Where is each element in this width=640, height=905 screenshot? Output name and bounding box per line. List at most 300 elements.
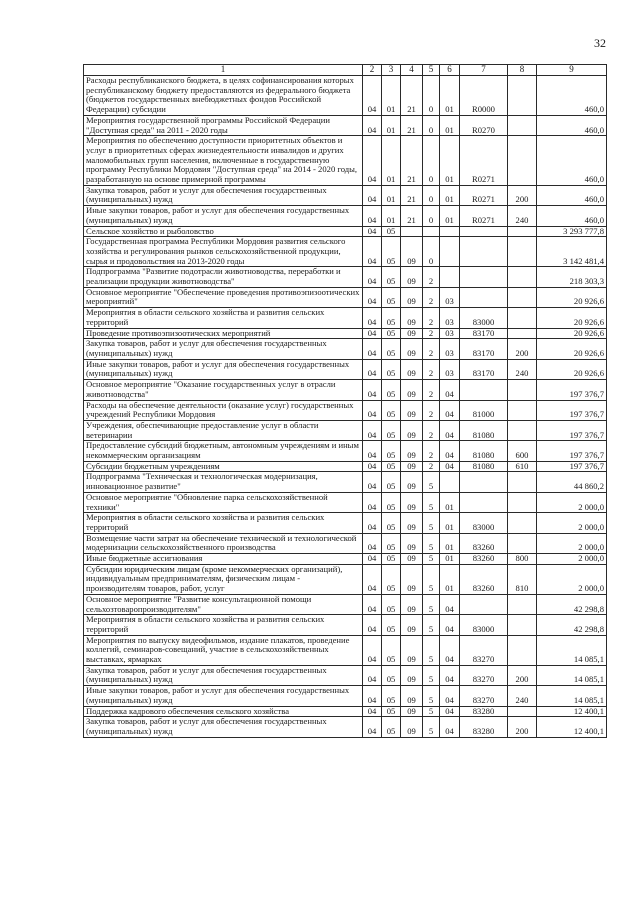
table-row: [84, 472, 607, 492]
amount-cell: 197 376,7: [537, 441, 607, 461]
code-cell: 83280: [460, 706, 508, 717]
code-cell: [508, 226, 537, 237]
code-cell: 83000: [460, 615, 508, 635]
code-cell: 83170: [460, 328, 508, 339]
code-cell: 05: [382, 380, 401, 400]
code-cell: 05: [382, 472, 401, 492]
code-cell: [460, 380, 508, 400]
table-row: [84, 339, 607, 359]
code-cell: 04: [363, 339, 382, 359]
code-cell: [508, 513, 537, 533]
amount-cell: 197 376,7: [537, 400, 607, 420]
code-cell: [508, 635, 537, 665]
code-cell: 0: [423, 76, 440, 116]
code-cell: 04: [363, 441, 382, 461]
code-cell: 09: [401, 339, 423, 359]
header-cell: 6: [440, 65, 460, 76]
code-cell: 05: [382, 237, 401, 267]
code-cell: 04: [363, 461, 382, 472]
code-cell: [508, 400, 537, 420]
table-row: [84, 513, 607, 533]
code-cell: 04: [363, 115, 382, 135]
code-cell: [508, 136, 537, 186]
code-cell: 05: [382, 359, 401, 379]
row-name: Субсидии юридическим лицам (кроме некоммерческих организаций), индивидуальным предпринимателям, физическим лицам - производителям товаров, работ, услуг: [84, 564, 363, 594]
code-cell: 5: [423, 717, 440, 737]
code-cell: 04: [363, 136, 382, 186]
table-row: [84, 594, 607, 614]
code-cell: 5: [423, 513, 440, 533]
code-cell: [440, 237, 460, 267]
row-name: Подпрограмма "Техническая и технологическая модернизация, инновационное развитие": [84, 472, 363, 492]
row-name: Учреждения, обеспечивающие предоставление услуг в области ветеринарии: [84, 420, 363, 440]
table-row: [84, 267, 607, 287]
code-cell: 240: [508, 359, 537, 379]
table-row: [84, 328, 607, 339]
code-cell: 04: [440, 615, 460, 635]
code-cell: 04: [363, 594, 382, 614]
code-cell: 200: [508, 339, 537, 359]
header-row: [84, 65, 607, 76]
code-cell: R0271: [460, 185, 508, 205]
code-cell: 09: [401, 665, 423, 685]
code-cell: 2: [423, 380, 440, 400]
code-cell: 2: [423, 420, 440, 440]
code-cell: 01: [440, 115, 460, 135]
code-cell: [508, 472, 537, 492]
code-cell: [460, 226, 508, 237]
code-cell: R0271: [460, 206, 508, 226]
header-cell: 8: [508, 65, 537, 76]
table-row: [84, 226, 607, 237]
code-cell: [423, 226, 440, 237]
code-cell: 83170: [460, 339, 508, 359]
code-cell: 09: [401, 287, 423, 307]
code-cell: 09: [401, 308, 423, 328]
code-cell: 01: [382, 115, 401, 135]
code-cell: R0000: [460, 76, 508, 116]
table-row: [84, 615, 607, 635]
code-cell: 21: [401, 76, 423, 116]
row-name: Сельское хозяйство и рыболовство: [84, 226, 363, 237]
code-cell: 05: [382, 339, 401, 359]
amount-cell: 197 376,7: [537, 420, 607, 440]
code-cell: 2: [423, 359, 440, 379]
code-cell: [460, 492, 508, 512]
code-cell: 05: [382, 554, 401, 565]
code-cell: 04: [363, 328, 382, 339]
code-cell: 5: [423, 554, 440, 565]
amount-cell: 218 303,3: [537, 267, 607, 287]
table-row: [84, 533, 607, 553]
row-name: Иные закупки товаров, работ и услуг для обеспечения государственных (муниципальных) нужд: [84, 206, 363, 226]
code-cell: 83260: [460, 554, 508, 565]
amount-cell: 20 926,6: [537, 328, 607, 339]
row-name: Мероприятия в области сельского хозяйства и развития сельских территорий: [84, 615, 363, 635]
code-cell: 04: [440, 400, 460, 420]
amount-cell: 2 000,0: [537, 533, 607, 553]
code-cell: R0270: [460, 115, 508, 135]
code-cell: 03: [440, 287, 460, 307]
code-cell: 05: [382, 287, 401, 307]
code-cell: 05: [382, 564, 401, 594]
table-row: [84, 665, 607, 685]
row-name: Мероприятия по выпуску видеофильмов, издание плакатов, проведение коллегий, семинаров-совещаний, участие в сельскохозяйственных выставках, ярмарках: [84, 635, 363, 665]
code-cell: 09: [401, 706, 423, 717]
amount-cell: 2 000,0: [537, 564, 607, 594]
code-cell: 09: [401, 441, 423, 461]
code-cell: 05: [382, 420, 401, 440]
code-cell: 5: [423, 686, 440, 706]
code-cell: 03: [440, 308, 460, 328]
code-cell: 2: [423, 400, 440, 420]
code-cell: 05: [382, 308, 401, 328]
code-cell: 240: [508, 206, 537, 226]
amount-cell: 2 000,0: [537, 492, 607, 512]
code-cell: 09: [401, 533, 423, 553]
row-name: Расходы республиканского бюджета, в целях софинансирования которых республиканскому бюджету предоставляются из федерального бюджета (бюджетов государственных внебюджетных фондов Российской Федерации) субсидии: [84, 76, 363, 116]
code-cell: 04: [363, 492, 382, 512]
code-cell: 81080: [460, 441, 508, 461]
table-row: [84, 237, 607, 267]
table-row: [84, 400, 607, 420]
amount-cell: 20 926,6: [537, 287, 607, 307]
code-cell: 05: [382, 492, 401, 512]
table-row: [84, 115, 607, 135]
code-cell: 04: [363, 513, 382, 533]
code-cell: 01: [440, 554, 460, 565]
code-cell: 04: [363, 185, 382, 205]
code-cell: 09: [401, 717, 423, 737]
code-cell: 5: [423, 472, 440, 492]
row-name: Подпрограмма "Развитие подотрасли животноводства, переработки и реализации продукции животноводства": [84, 267, 363, 287]
code-cell: 05: [382, 328, 401, 339]
header-cell: 2: [363, 65, 382, 76]
amount-cell: 20 926,6: [537, 339, 607, 359]
amount-cell: 2 000,0: [537, 513, 607, 533]
code-cell: 05: [382, 706, 401, 717]
code-cell: 04: [363, 287, 382, 307]
row-name: Мероприятия государственной программы Российской Федерации "Доступная среда" на 2011 - 2020 годы: [84, 115, 363, 135]
amount-cell: 20 926,6: [537, 359, 607, 379]
code-cell: 81080: [460, 461, 508, 472]
code-cell: [508, 615, 537, 635]
code-cell: 04: [363, 206, 382, 226]
code-cell: 2: [423, 267, 440, 287]
table-row: [84, 635, 607, 665]
code-cell: 09: [401, 380, 423, 400]
code-cell: 01: [440, 513, 460, 533]
amount-cell: 460,0: [537, 115, 607, 135]
code-cell: 01: [382, 185, 401, 205]
code-cell: 05: [382, 441, 401, 461]
table-row: [84, 461, 607, 472]
code-cell: [460, 287, 508, 307]
row-name: Субсидии бюджетным учреждениям: [84, 461, 363, 472]
code-cell: 05: [382, 267, 401, 287]
row-name: Иные закупки товаров, работ и услуг для обеспечения государственных (муниципальных) нужд: [84, 359, 363, 379]
row-name: Мероприятия по обеспечению доступности приоритетных объектов и услуг в приоритетных сферах жизнедеятельности инвалидов и других маломобильных групп населения, включенные в государственную программу Республики Мордовия "Доступная среда" на 2014 - 2020 годы, разработанную на основе примерной программы: [84, 136, 363, 186]
table-row: [84, 359, 607, 379]
amount-cell: 14 085,1: [537, 635, 607, 665]
code-cell: 04: [363, 635, 382, 665]
code-cell: [440, 472, 460, 492]
code-cell: 01: [440, 206, 460, 226]
code-cell: 04: [363, 554, 382, 565]
code-cell: 04: [440, 717, 460, 737]
row-name: Иные бюджетные ассигнования: [84, 554, 363, 565]
code-cell: 09: [401, 615, 423, 635]
amount-cell: 12 400,1: [537, 717, 607, 737]
code-cell: 0: [423, 206, 440, 226]
row-name: Проведение противоэпизоотических мероприятий: [84, 328, 363, 339]
code-cell: 09: [401, 564, 423, 594]
code-cell: 5: [423, 665, 440, 685]
amount-cell: 20 926,6: [537, 308, 607, 328]
code-cell: [401, 226, 423, 237]
code-cell: 04: [363, 226, 382, 237]
code-cell: 21: [401, 206, 423, 226]
code-cell: 01: [382, 206, 401, 226]
code-cell: 09: [401, 686, 423, 706]
code-cell: 800: [508, 554, 537, 565]
amount-cell: 460,0: [537, 136, 607, 186]
code-cell: 04: [363, 686, 382, 706]
code-cell: 01: [440, 76, 460, 116]
row-name: Закупка товаров, работ и услуг для обеспечения государственных (муниципальных) нужд: [84, 339, 363, 359]
table-row: [84, 287, 607, 307]
code-cell: 09: [401, 554, 423, 565]
code-cell: 05: [382, 513, 401, 533]
code-cell: 09: [401, 461, 423, 472]
code-cell: 83260: [460, 533, 508, 553]
code-cell: 01: [440, 533, 460, 553]
code-cell: [508, 115, 537, 135]
amount-cell: 460,0: [537, 185, 607, 205]
amount-cell: 197 376,7: [537, 380, 607, 400]
code-cell: 01: [440, 564, 460, 594]
amount-cell: 12 400,1: [537, 706, 607, 717]
code-cell: 04: [363, 308, 382, 328]
code-cell: 09: [401, 635, 423, 665]
code-cell: 04: [440, 461, 460, 472]
code-cell: 09: [401, 472, 423, 492]
table-row: [84, 76, 607, 116]
amount-cell: 460,0: [537, 206, 607, 226]
code-cell: 04: [363, 76, 382, 116]
header-cell: 4: [401, 65, 423, 76]
code-cell: 5: [423, 615, 440, 635]
amount-cell: 42 298,8: [537, 615, 607, 635]
code-cell: 0: [423, 115, 440, 135]
row-name: Поддержка кадрового обеспечения сельского хозяйства: [84, 706, 363, 717]
amount-cell: 197 376,7: [537, 461, 607, 472]
code-cell: 09: [401, 267, 423, 287]
code-cell: 09: [401, 328, 423, 339]
code-cell: 200: [508, 185, 537, 205]
row-name: Государственная программа Республики Мордовия развития сельского хозяйства и регулирования рынков сельскохозяйственной продукции, сырья и продовольствия на 2013-2020 годы: [84, 237, 363, 267]
code-cell: 01: [382, 136, 401, 186]
table-row: [84, 380, 607, 400]
row-name: Мероприятия в области сельского хозяйства и развития сельских территорий: [84, 308, 363, 328]
amount-cell: 2 000,0: [537, 554, 607, 565]
code-cell: 83260: [460, 564, 508, 594]
code-cell: 04: [363, 359, 382, 379]
amount-cell: 44 860,2: [537, 472, 607, 492]
code-cell: 04: [363, 564, 382, 594]
table-row: [84, 492, 607, 512]
amount-cell: 14 085,1: [537, 665, 607, 685]
header-cell: 5: [423, 65, 440, 76]
code-cell: 81000: [460, 400, 508, 420]
code-cell: 0: [423, 185, 440, 205]
code-cell: 03: [440, 359, 460, 379]
table-row: [84, 136, 607, 186]
table-row: [84, 441, 607, 461]
code-cell: 04: [363, 267, 382, 287]
code-cell: 810: [508, 564, 537, 594]
code-cell: 04: [440, 441, 460, 461]
code-cell: 01: [440, 492, 460, 512]
code-cell: 04: [440, 635, 460, 665]
code-cell: [508, 287, 537, 307]
code-cell: [440, 226, 460, 237]
code-cell: 05: [382, 635, 401, 665]
code-cell: 81080: [460, 420, 508, 440]
code-cell: 01: [382, 76, 401, 116]
table-row: [84, 554, 607, 565]
code-cell: 05: [382, 226, 401, 237]
table-row: [84, 686, 607, 706]
amount-cell: 460,0: [537, 76, 607, 116]
code-cell: R0271: [460, 136, 508, 186]
row-name: Закупка товаров, работ и услуг для обеспечения государственных (муниципальных) нужд: [84, 185, 363, 205]
amount-cell: 42 298,8: [537, 594, 607, 614]
code-cell: 21: [401, 185, 423, 205]
code-cell: [460, 237, 508, 267]
code-cell: 05: [382, 665, 401, 685]
code-cell: 09: [401, 359, 423, 379]
row-name: Основное мероприятие "Оказание государственных услуг в отрасли животноводства": [84, 380, 363, 400]
code-cell: 610: [508, 461, 537, 472]
code-cell: 5: [423, 635, 440, 665]
code-cell: 83000: [460, 308, 508, 328]
code-cell: 0: [423, 136, 440, 186]
code-cell: 2: [423, 441, 440, 461]
header-cell: 1: [84, 65, 363, 76]
code-cell: 200: [508, 665, 537, 685]
code-cell: 05: [382, 594, 401, 614]
code-cell: 04: [363, 533, 382, 553]
code-cell: 83280: [460, 717, 508, 737]
code-cell: [460, 472, 508, 492]
row-name: Иные закупки товаров, работ и услуг для обеспечения государственных (муниципальных) нужд: [84, 686, 363, 706]
code-cell: 05: [382, 717, 401, 737]
table-row: [84, 308, 607, 328]
code-cell: [508, 706, 537, 717]
page-number: 32: [594, 36, 606, 50]
table-row: [84, 420, 607, 440]
code-cell: 5: [423, 492, 440, 512]
code-cell: 5: [423, 706, 440, 717]
code-cell: 09: [401, 400, 423, 420]
code-cell: 05: [382, 615, 401, 635]
code-cell: 04: [363, 615, 382, 635]
table-row: [84, 717, 607, 737]
code-cell: 2: [423, 461, 440, 472]
code-cell: 05: [382, 533, 401, 553]
code-cell: 83270: [460, 665, 508, 685]
code-cell: [508, 308, 537, 328]
code-cell: [508, 76, 537, 116]
code-cell: 04: [440, 706, 460, 717]
amount-cell: 3 142 481,4: [537, 237, 607, 267]
code-cell: [460, 267, 508, 287]
code-cell: 03: [440, 339, 460, 359]
code-cell: 21: [401, 115, 423, 135]
code-cell: [508, 380, 537, 400]
code-cell: 04: [363, 420, 382, 440]
code-cell: 01: [440, 185, 460, 205]
code-cell: 2: [423, 339, 440, 359]
table-body: [84, 76, 607, 738]
code-cell: [508, 492, 537, 512]
code-cell: 04: [363, 706, 382, 717]
table-row: [84, 564, 607, 594]
code-cell: 04: [440, 420, 460, 440]
code-cell: 03: [440, 328, 460, 339]
code-cell: 240: [508, 686, 537, 706]
row-name: Основное мероприятие "Обеспечение проведения противоэпизоотических мероприятий": [84, 287, 363, 307]
code-cell: 05: [382, 461, 401, 472]
code-cell: 04: [440, 665, 460, 685]
code-cell: 5: [423, 594, 440, 614]
code-cell: 600: [508, 441, 537, 461]
row-name: Предоставление субсидий бюджетным, автономным учреждениям и иным некоммерческим организациям: [84, 441, 363, 461]
code-cell: 04: [363, 237, 382, 267]
code-cell: 5: [423, 564, 440, 594]
table-header: [84, 65, 607, 76]
header-cell: 7: [460, 65, 508, 76]
table-row: [84, 185, 607, 205]
code-cell: [508, 420, 537, 440]
code-cell: 83170: [460, 359, 508, 379]
row-name: Расходы на обеспечение деятельности (оказание услуг) государственных учреждений Республики Мордовия: [84, 400, 363, 420]
code-cell: [460, 594, 508, 614]
code-cell: 04: [363, 380, 382, 400]
code-cell: 21: [401, 136, 423, 186]
code-cell: 09: [401, 492, 423, 512]
code-cell: 2: [423, 308, 440, 328]
code-cell: 83270: [460, 686, 508, 706]
code-cell: [508, 533, 537, 553]
code-cell: 04: [440, 594, 460, 614]
row-name: Возмещение части затрат на обеспечение технической и технологической модернизации сельскохозяйственного производства: [84, 533, 363, 553]
code-cell: 09: [401, 513, 423, 533]
row-name: Закупка товаров, работ и услуг для обеспечения государственных (муниципальных) нужд: [84, 717, 363, 737]
code-cell: 2: [423, 328, 440, 339]
code-cell: [440, 267, 460, 287]
code-cell: [508, 237, 537, 267]
code-cell: 09: [401, 420, 423, 440]
table-row: [84, 706, 607, 717]
header-cell: 9: [537, 65, 607, 76]
table-row: [84, 206, 607, 226]
code-cell: 83000: [460, 513, 508, 533]
budget-table: [83, 64, 607, 738]
code-cell: 2: [423, 287, 440, 307]
code-cell: 5: [423, 533, 440, 553]
